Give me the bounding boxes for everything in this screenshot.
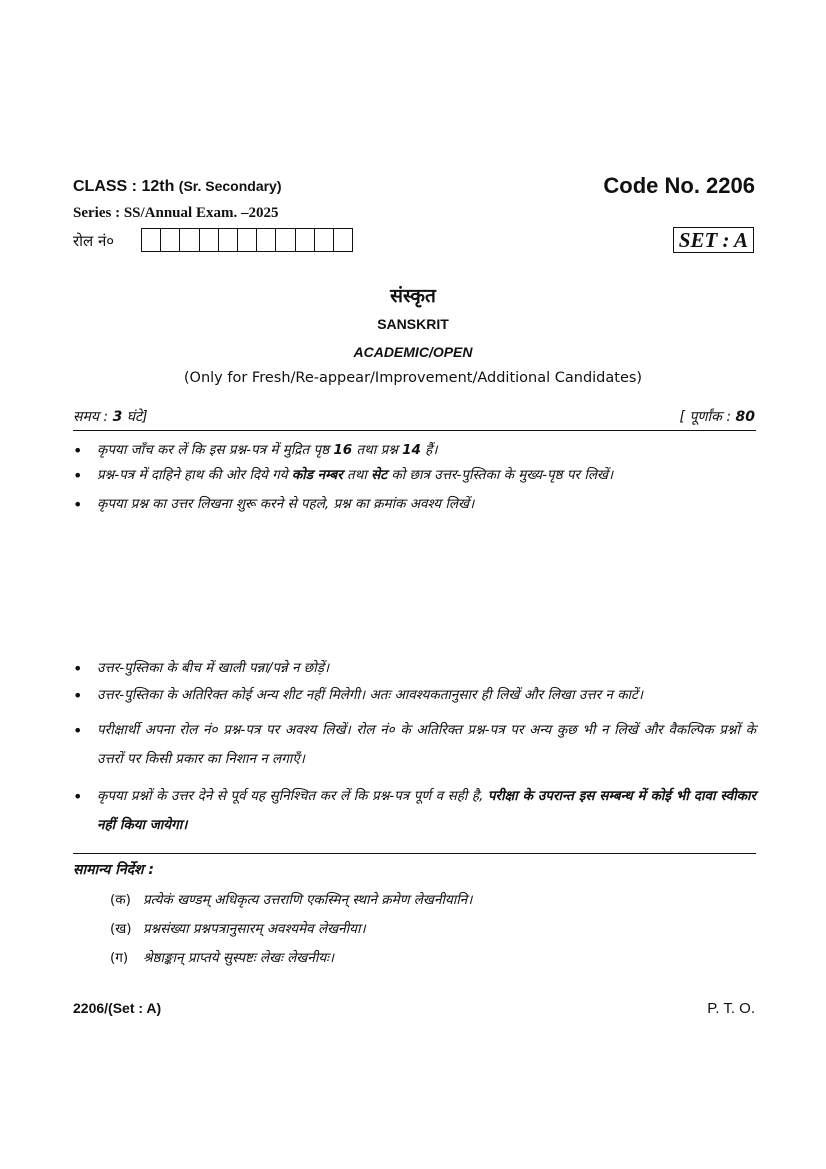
instruction-item: • कृपया प्रश्न का उत्तर लिखना शुरू करने से पहले, प्रश्न का क्रमांक अवश्य लिखें। (73, 492, 756, 517)
general-instructions-title: सामान्य निर्देश : (73, 862, 155, 878)
maximum-marks (680, 407, 755, 426)
roll-box (238, 229, 257, 251)
roll-box (276, 229, 295, 251)
roll-box (200, 229, 219, 251)
bullet-icon: • (73, 441, 83, 460)
bullet-icon: • (73, 721, 83, 740)
roll-box (257, 229, 276, 251)
instruction-item: • उत्तर-पुस्तिका के बीच में खाली पन्ना/पन्ने न छोड़ें। (73, 656, 756, 681)
general-instruction-item: (क) प्रत्येकं खण्डम् अधिकृत्य उत्तराणि एकस्मिन् स्थाने क्रमेण लेखनीयानि। (110, 892, 473, 908)
subject-hindi: संस्कृत (390, 285, 436, 307)
instruction-item: • प्रश्न-पत्र में दाहिने हाथ की ओर दिये गये कोड नम्बर तथा सेट को छात्र उत्तर-पुस्तिका के मुख्य-पृष्ठ पर लिखें। (73, 463, 756, 488)
roll-box (334, 229, 352, 251)
candidates-note: (Only for Fresh/Re-appear/Improvement/Additional Candidates) (183, 370, 643, 386)
roll-number-label: रोल नं० (73, 232, 115, 250)
class-main: CLASS : 12th (73, 178, 175, 195)
divider (73, 430, 756, 431)
bullet-icon: • (73, 787, 83, 806)
instructions-bottom (73, 656, 756, 840)
bullet-icon: • (73, 659, 83, 678)
time-label: समय : (73, 409, 113, 425)
marks-label: [ पूर्णांक : (679, 409, 736, 425)
general-instruction-item: (ग) श्रेष्ठाङ्कान् प्राप्तये सुस्पष्टः लेखः लेखनीयः। (110, 950, 335, 966)
bullet-icon: • (73, 495, 83, 514)
footer-pto: P. T. O. (707, 1000, 755, 1017)
roll-box (161, 229, 180, 251)
code-number: Code No. 2206 (603, 173, 755, 198)
roll-box (180, 229, 199, 251)
instruction-item: • परीक्षार्थी अपना रोल नं० प्रश्न-पत्र पर अवश्य लिखें। रोल नं० के अतिरिक्त प्रश्न-पत्र पर अन्य कुछ भी न लिखें और वैकल्पिक प्रश्नों के उत्तरों पर किसी प्रकार का निशान न लगाएँ। (73, 716, 756, 774)
bullet-icon: • (73, 466, 83, 485)
roll-box (315, 229, 334, 251)
instructions-top (73, 438, 756, 517)
time-allowed (73, 407, 148, 426)
roll-box (142, 229, 161, 251)
class-line (73, 178, 282, 196)
set-badge: SET : A (673, 227, 754, 253)
subject-english: SANSKRIT (377, 316, 449, 332)
instruction-item: • कृपया जाँच कर लें कि इस प्रश्न-पत्र में मुद्रित पृष्ठ 16 तथा प्रश्न 14 हैं। (73, 438, 756, 463)
time-value: 3 (112, 409, 123, 425)
roll-box (296, 229, 315, 251)
instruction-item: • कृपया प्रश्नों के उत्तर देने से पूर्व यह सुनिश्चित कर लें कि प्रश्न-पत्र पूर्ण व सही है, परीक्षा के उपरान्त इस सम्बन्ध में कोई भी दावा स्वीकार नहीं किया जायेगा। (73, 782, 756, 840)
time-unit: घंटे] (122, 409, 148, 425)
roll-number-boxes (141, 228, 353, 252)
roll-box (219, 229, 238, 251)
divider (73, 853, 756, 854)
general-instructions-list (110, 886, 472, 973)
series-line: Series : SS/Annual Exam. –2025 (73, 205, 279, 221)
general-instruction-item: (ख) प्रश्नसंख्या प्रश्नपत्रानुसारम् अवश्यमेव लेखनीया। (110, 921, 366, 937)
instruction-item: • उत्तर-पुस्तिका के अतिरिक्त कोई अन्य शीट नहीं मिलेगी। अतः आवश्यकतानुसार ही लिखें और लिखा उत्तर न काटें। (73, 683, 756, 708)
stream-label: ACADEMIC/OPEN (353, 344, 473, 360)
class-sub: (Sr. Secondary) (178, 178, 282, 194)
bullet-icon: • (73, 686, 83, 705)
footer-code: 2206/(Set : A) (73, 1000, 162, 1016)
marks-value: 80 (735, 409, 755, 425)
